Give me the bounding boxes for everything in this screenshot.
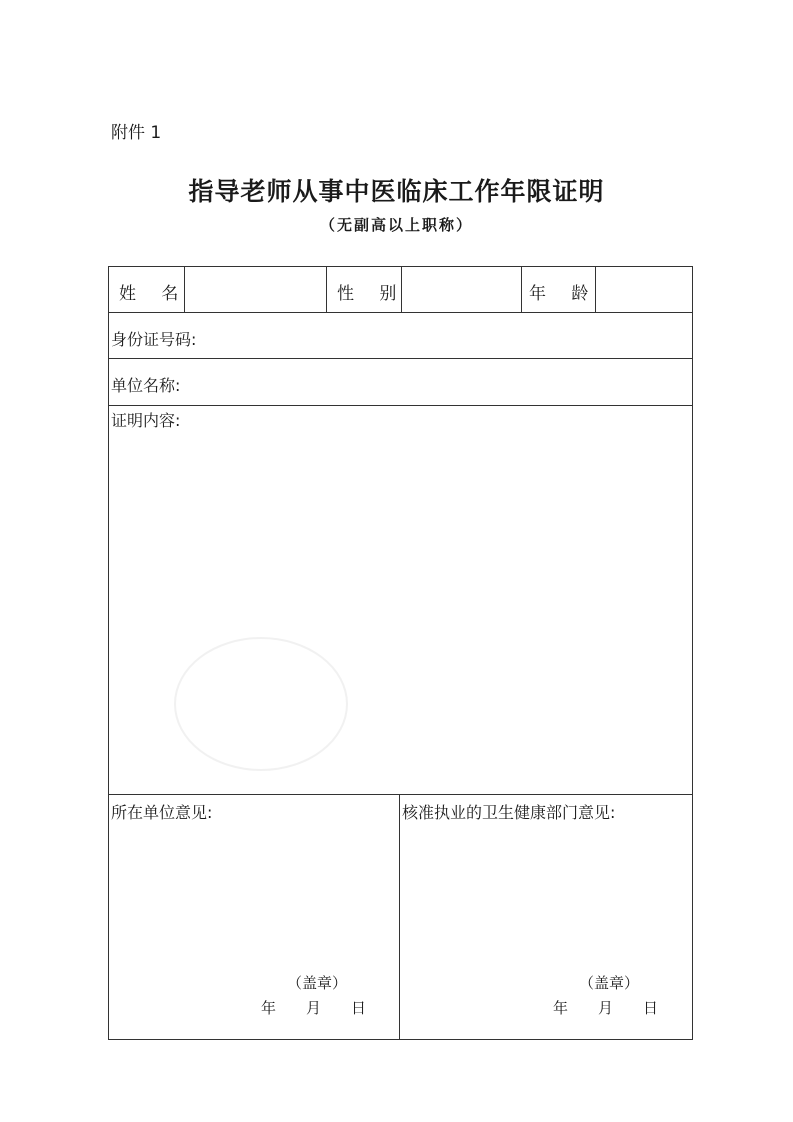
- name-field[interactable]: [185, 268, 325, 311]
- document-subtitle: （无副高以上职称）: [319, 216, 473, 234]
- certificate-form: [108, 266, 693, 1040]
- divider: [109, 794, 692, 795]
- document-title: 指导老师从事中医临床工作年限证明: [188, 177, 605, 206]
- id-number-field[interactable]: [219, 314, 689, 356]
- attachment-label: 附件 1: [111, 123, 162, 143]
- certification-content-field[interactable]: [111, 429, 689, 789]
- seal-right: （盖章）: [579, 974, 640, 992]
- certification-content-label: 证明内容:: [111, 411, 181, 430]
- name-label: 姓 名: [119, 284, 189, 304]
- age-field[interactable]: [596, 268, 691, 311]
- divider: [109, 405, 692, 406]
- unit-opinion-label: 所在单位意见:: [111, 803, 213, 822]
- id-number-label: 身份证号码:: [111, 330, 197, 349]
- seal-left: （盖章）: [287, 974, 348, 992]
- divider: [109, 312, 692, 313]
- date-left: 年 月 日: [261, 999, 367, 1017]
- divider: [521, 267, 522, 312]
- divider: [109, 358, 692, 359]
- unit-name-label: 单位名称:: [111, 376, 181, 395]
- gender-label: 性 别: [337, 284, 407, 304]
- divider: [399, 794, 400, 1040]
- unit-name-field[interactable]: [199, 360, 689, 403]
- date-right: 年 月 日: [553, 999, 659, 1017]
- health-dept-opinion-label: 核准执业的卫生健康部门意见:: [402, 803, 616, 822]
- divider: [326, 267, 327, 312]
- gender-field[interactable]: [402, 268, 520, 311]
- age-label: 年 龄: [529, 284, 599, 304]
